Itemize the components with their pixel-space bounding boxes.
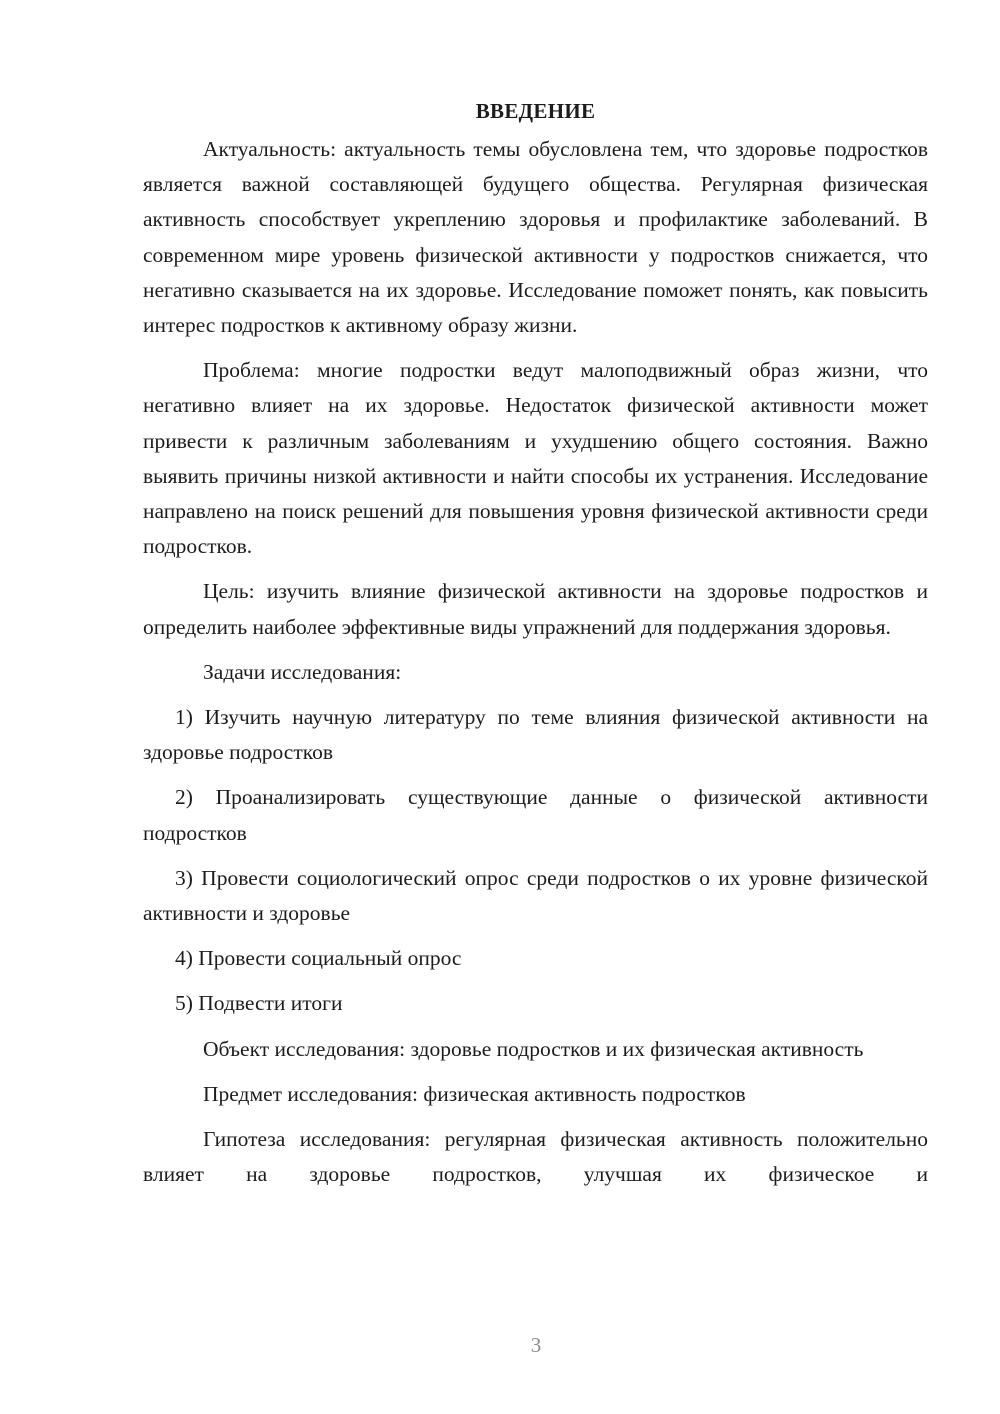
tasks-heading: Задачи исследования: [203, 659, 402, 684]
page-content [143, 94, 928, 1202]
problem-paragraph: Проблема: многие подростки ведут малоподвижный образ жизни, что негативно влияет на их здоровье. Недостаток физической активности может привести к различным заболеваниям и ухудшению общего состояния. Важно выявить причины низкой активности и найти способы их устранения. Исследование направлено на поиск решений для повышения уровня физической активности среди подростков. [143, 358, 928, 559]
task-item-3: 3) Провести социологический опрос среди подростков о их уровне физической активности и здоровье [143, 865, 928, 926]
relevance-paragraph: Актуальность: актуальность темы обусловлена тем, что здоровье подростков является важной составляющей будущего общества. Регулярная физическая активность способствует укреплению здоровья и профилактике заболеваний. В современном мире уровень физической активности у подростков снижается, что негативно сказывается на их здоровье. Исследование поможет понять, как повысить интерес подростков к активному образу жизни. [143, 137, 928, 338]
object-paragraph: Объект исследования: здоровье подростков и их физическая активность [203, 1036, 864, 1061]
goal-paragraph: Цель: изучить влияние физической активности на здоровье подростков и определить наиболее эффективные виды упражнений для поддержания здоровья. [143, 579, 928, 639]
page-title: ВВЕДЕНИЕ [475, 99, 596, 123]
task-item-2: 2) Проанализировать существующие данные о физической активности подростков [143, 785, 928, 845]
page-number: 3 [530, 1333, 542, 1357]
task-item-1: 1) Изучить научную литературу по теме влияния физической активности на здоровье подростков [143, 705, 928, 765]
task-item-5: 5) Подвести итоги [175, 991, 343, 1016]
subject-paragraph: Предмет исследования: физическая активность подростков [203, 1081, 746, 1106]
task-item-4: 4) Провести социальный опрос [175, 946, 462, 971]
hypothesis-paragraph: Гипотеза исследования: регулярная физическая активность положительно влияет на здоровье подростков, улучшая их физическое и [143, 1127, 928, 1187]
